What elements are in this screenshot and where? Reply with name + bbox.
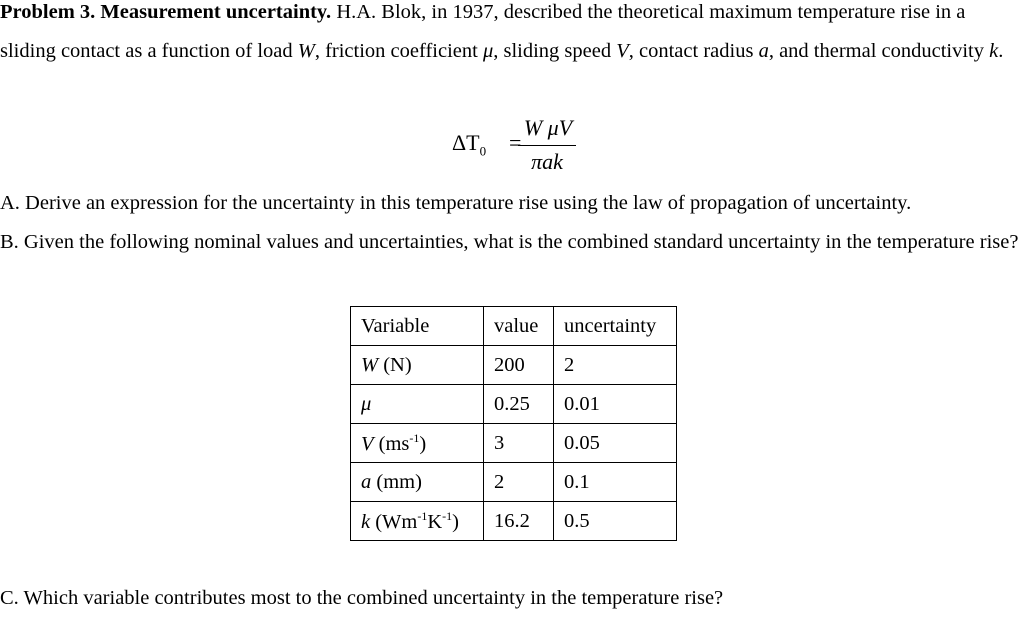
problem-period: . [998, 40, 1004, 62]
var-load: W [297, 40, 315, 62]
table-row [351, 385, 677, 424]
row-uncertainty: 0.05 [554, 424, 677, 463]
unit-exponent: -1 [409, 430, 420, 445]
problem-title: Problem 3. Measurement uncertainty. [0, 1, 332, 23]
variable-unit: (Wm [370, 510, 418, 533]
variable-unit: (mm) [371, 470, 422, 493]
variable-symbol: V [361, 432, 374, 455]
fraction-bar [518, 145, 576, 146]
problem-statement [0, 0, 1022, 71]
row-variable [351, 346, 484, 385]
unit-exponent: -1 [442, 508, 453, 523]
row-uncertainty: 0.5 [554, 502, 677, 541]
problem-text-1: , friction coefficient [314, 40, 483, 62]
var-speed: V [616, 40, 629, 62]
table-row [351, 502, 677, 541]
row-value: 200 [484, 346, 554, 385]
row-uncertainty: 0.01 [554, 385, 677, 424]
row-value: 2 [484, 463, 554, 502]
row-variable [351, 463, 484, 502]
equation-equals: = [509, 130, 522, 155]
unit-close: ) [452, 510, 459, 533]
variable-symbol: k [361, 510, 371, 533]
part-a: A. Derive an expression for the uncertainty in this temperature rise using the law of propagation of uncertainty. [0, 192, 912, 214]
problem-intro-text: H.A. Blok, in 1937, described the theoretical maximum temperature rise in a sliding contact as a function of load [0, 1, 966, 62]
values-table [350, 306, 677, 541]
variable-symbol: μ [361, 392, 372, 415]
row-value: 16.2 [484, 502, 554, 541]
equation-subscript: 0 [479, 143, 487, 159]
variable-symbol: W [361, 353, 379, 376]
problem-text-3: , contact radius [628, 40, 759, 62]
equation-lhs [452, 130, 486, 159]
equation-denominator: πak [531, 149, 563, 174]
row-value: 3 [484, 424, 554, 463]
header-value: value [484, 307, 554, 346]
unit-kelvin: K [427, 510, 443, 533]
part-b: B. Given the following nominal values and uncertainties, what is the combined standard uncertainty in the temperature rise? [0, 231, 1019, 253]
equation-delta-t: ΔT [452, 130, 480, 155]
var-friction: μ [482, 40, 494, 62]
row-variable [351, 424, 484, 463]
unit-close: ) [419, 432, 427, 455]
problem-text-4: , and thermal conductivity [768, 40, 990, 62]
variable-symbol: a [361, 470, 372, 493]
table-row [351, 463, 677, 502]
row-value: 0.25 [484, 385, 554, 424]
var-conductivity: k [989, 40, 999, 62]
row-variable [351, 385, 484, 424]
table-header-row [351, 307, 677, 346]
problem-text-2: , sliding speed [493, 40, 617, 62]
table-row [351, 424, 677, 463]
header-uncertainty: uncertainty [554, 307, 677, 346]
variable-unit: (N) [378, 353, 412, 376]
row-variable [351, 502, 484, 541]
row-uncertainty: 2 [554, 346, 677, 385]
var-radius: a [758, 40, 769, 62]
unit-exponent: -1 [417, 508, 428, 523]
part-c: C. Which variable contributes most to the combined uncertainty in the temperature rise? [0, 587, 724, 609]
row-uncertainty: 0.1 [554, 463, 677, 502]
variable-unit: (ms [373, 432, 410, 455]
equation-numerator: W μV [523, 115, 573, 140]
table-row [351, 346, 677, 385]
header-variable: Variable [351, 307, 484, 346]
